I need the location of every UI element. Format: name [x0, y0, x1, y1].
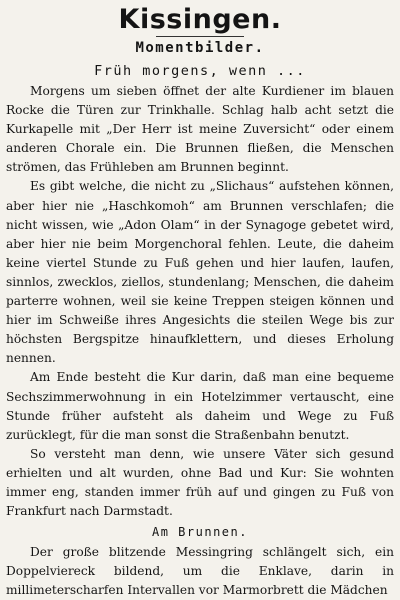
paragraph: Morgens um sieben öffnet der alte Kurdiener im blauen Rocke die Türen zur Trinkhalle. Schlag halb acht setzt die Kurkapelle mit „Der Herr ist meine Zuversicht“ oder einem anderen Chorale ein. Die Brunnen fließen, die Menschen strömen, das Frühleben am Brunnen beginnt.: [6, 84, 394, 175]
section-heading-fountain: Am Brunnen.: [152, 525, 248, 540]
paragraph: So versteht man denn, wie unsere Väter sich gesund erhielten und alt wurden, ohne Bad und Kur: Sie wohnten immer eng, standen immer früh auf und gingen zu Fuß von Frankfurt nach Darmstadt.: [6, 446, 394, 519]
paragraph: Es gibt welche, die nicht zu „Slichaus“ aufstehen können, aber hier nie „Haschkomoh“ am Brunnen verschlafen; die nicht wissen, wie „Adon Olam“ in der Synagoge gebetet wird, aber hier nie beim Morgenchoral fehlen. Leute, die daheim keine viertel Stunde zu Fuß gehen und hier laufen, laufen, sinnlos, zwecklos, ziellos, stundenlang; Menschen, die daheim parterre wohnen, weil sie keine Treppen steigen können und hier im Schweiße ihres Angesichts die steilen Wege bis zur höchsten Bergspitze hinaufklettern, und dieses Erholung nennen.: [6, 179, 394, 366]
paragraph: Der große blitzende Messingring schlängelt sich, ein Doppelviereck bildend, um die Enklave, darin in millimeterscharfen Intervallen vor Marmorbrett die Mädchen: [6, 545, 394, 598]
paragraph: Am Ende besteht die Kur darin, daß man eine bequeme Sechszimmerwohnung in ein Hotelzimmer vertauscht, eine Stunde früher aufsteht als daheim und Wege zu Fuß zurücklegt, für die man sonst die Straßenbahn benutzt.: [6, 370, 394, 442]
section-morning: [6, 82, 394, 521]
title-underline: [156, 36, 244, 37]
section-fountain: [6, 543, 394, 600]
section-heading-morning: Früh morgens, wenn ...: [94, 63, 306, 79]
article-title: Kissingen.: [118, 4, 282, 35]
article-subtitle: Momentbilder.: [135, 40, 265, 56]
